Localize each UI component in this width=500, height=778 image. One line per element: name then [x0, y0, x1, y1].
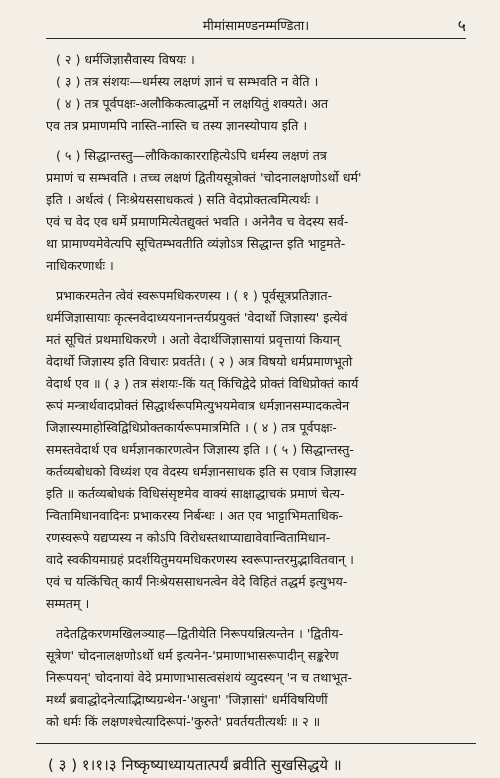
text-line: ( ४ ) तत्र पूर्वपक्षः-अलौकिकत्वाद्धर्मो न लक्षयितुं शक्यते। अत	[56, 96, 329, 111]
text-line: प्रमाणं च सम्भवति । तच्च लक्षणं द्वितीयसूत्रोक्तं 'चोदनालक्षणोऽर्थो धर्म'	[46, 170, 362, 185]
running-header	[46, 14, 466, 36]
text-line: तदेतद्विकरणमखिलञ्याह—द्वितीयेति निरूपयन्नित्यन्तेन । 'द्वितीय-	[56, 626, 344, 641]
text-line: को धर्मः किं लक्षणश्चेत्यादिरूपां-'कुरुते' प्रवर्तयतीत्यर्थः ॥ २ ॥	[46, 714, 321, 729]
text-line: मतं सूचितं प्रथमाधिकरणे । अतो वेदार्थजिज्ञासायां प्रवृत्तायां कियान्	[46, 332, 340, 347]
text-line: एवं च यत्किंचित् कार्यं निःश्रेयससाधनत्वेन वेदे विहितं तद्धर्म इत्युभय-	[46, 574, 348, 589]
text-line: सूत्रेण' चोदनालक्षणोऽर्थो धर्म इत्यनेन-'प्रमाणाभासरूपादीन् सङ्करेण	[46, 648, 339, 663]
text-line: इति । अर्थत्वं ( निःश्रेयससाधकत्वं ) सति वेदप्रोक्तत्वमित्यर्थः ।	[46, 192, 319, 207]
text-line: मर्थ्यं ब्रवाद्धोदनेत्याद्भिाष्यग्रन्थेन-'अधुना' 'जिज्ञासां' धर्मविषयिणीं	[46, 692, 328, 707]
text-line: ( ३ ) तत्र संशयः—धर्मस्य लक्षणं ज्ञानं च सम्भवति न वेति ।	[56, 74, 319, 89]
section-1	[46, 49, 466, 137]
page-number: ५	[457, 16, 466, 35]
text-line: था प्रामाण्यमेवेत्यपि सूचितम्भवतीति व्यंज्ञोऽत्र सिद्धान्त इति भाट्टमते-	[46, 236, 346, 251]
header-title: मीमांसामण्डनम्मण्डिता।	[202, 19, 310, 34]
text-line: कर्तव्यबोधको विध्यंश एव वेदस्य धर्मज्ञानसाधक इति स एवात्र जिज्ञास्य	[46, 464, 357, 479]
header-rule	[46, 38, 466, 39]
text-line: न्वितामिधानवादिनः प्रभाकरस्य निर्बन्धः । अत एव भाट्टाभिमताधिक-	[46, 508, 343, 523]
text-line: धर्मजिज्ञासायाः कृत्स्नवेदाध्ययनानन्तर्यप्रयुक्तं 'वेदार्थो जिज्ञास्य' इत्येवं	[46, 310, 348, 325]
text-line: ( २ ) धर्मजिज्ञासैवास्य विषयः ।	[56, 52, 195, 67]
text-line: रणस्वरूपे यद्यप्यस्य न कोऽपि विरोधस्तथाप्याद्यावेवान्वितामिधान-	[46, 530, 331, 545]
text-line: इति ॥ कर्तव्यबोधकं विधिसंसृष्टमेव वाक्यं साक्षाद्धाचकं प्रमाणं चेत्य-	[46, 486, 345, 501]
text-line: एवं च वेद एव धर्मे प्रमाणमित्येतद्युक्तं भवति । अनेनैव च वेदस्य सर्व-	[46, 214, 349, 229]
text-line: निरूपयन्' चोदनायां वेदे प्रमाणाभासत्वसंशयं व्युदस्यन् 'न च तथाभूत-	[46, 670, 353, 685]
section-heading: ( ३ ) १।१।३ निष्कृष्याध्यायतात्पर्यं ब्रवीति सुखसिद्धये ॥	[48, 756, 342, 774]
text-line: एव तत्र प्रमाणमपि नास्ति-नास्ति च तस्य ज्ञानस्योपाय इति ।	[46, 118, 308, 133]
text-line: जिज्ञास्यमाहोस्विद्विधिप्रोक्तकार्यरूपमात्रमिति । ( ४ ) तत्र पूर्वपक्षः-	[46, 420, 337, 435]
text-line: नाधिकरणार्थः ।	[46, 258, 114, 273]
text-line: वेदार्थ एव ॥ ( ३ ) तत्र संशयः-किं यत् किंचिद्वेदे प्रोक्तं विधिप्रोक्तं कार्य	[46, 376, 359, 391]
text-line: वादे स्वकीयमाग्रहं प्रदर्शयितुमयमधिकरणस्य स्वरूपान्तरमुद्भावितवान् ।	[46, 552, 354, 567]
text-line: सम्मतम् ।	[46, 596, 90, 611]
section-2	[46, 145, 466, 277]
section-3	[46, 285, 466, 615]
text-line: समस्तवेदार्थ एव धर्मज्ञानकारणत्वेन जिज्ञास्य इति । ( ५ ) सिद्धान्तस्तु-	[46, 442, 354, 457]
text-line: रूपं मन्त्रार्थवादप्रोक्तं सिद्धार्थरूपमित्युभयमेवात्र धर्मज्ञानसम्पादकत्वेन	[46, 398, 350, 413]
text-line: ( ५ ) सिद्धान्तस्तु—लौकिकाकारराहित्येऽपि धर्मस्य लक्षणं तत्र	[56, 148, 327, 163]
footer-rule	[36, 743, 476, 744]
text-line: प्रभाकरमतेन त्वेवं स्वरूपमधिकरणस्य । ( १ ) पूर्वसूत्रप्रतिज्ञात-	[56, 288, 333, 303]
text-line: वेदार्थो जिज्ञास्य इति विचारः प्रवर्तते। ( २ ) अत्र विषयो धर्मप्रमाणभूतो	[46, 354, 353, 369]
section-4	[46, 623, 466, 733]
